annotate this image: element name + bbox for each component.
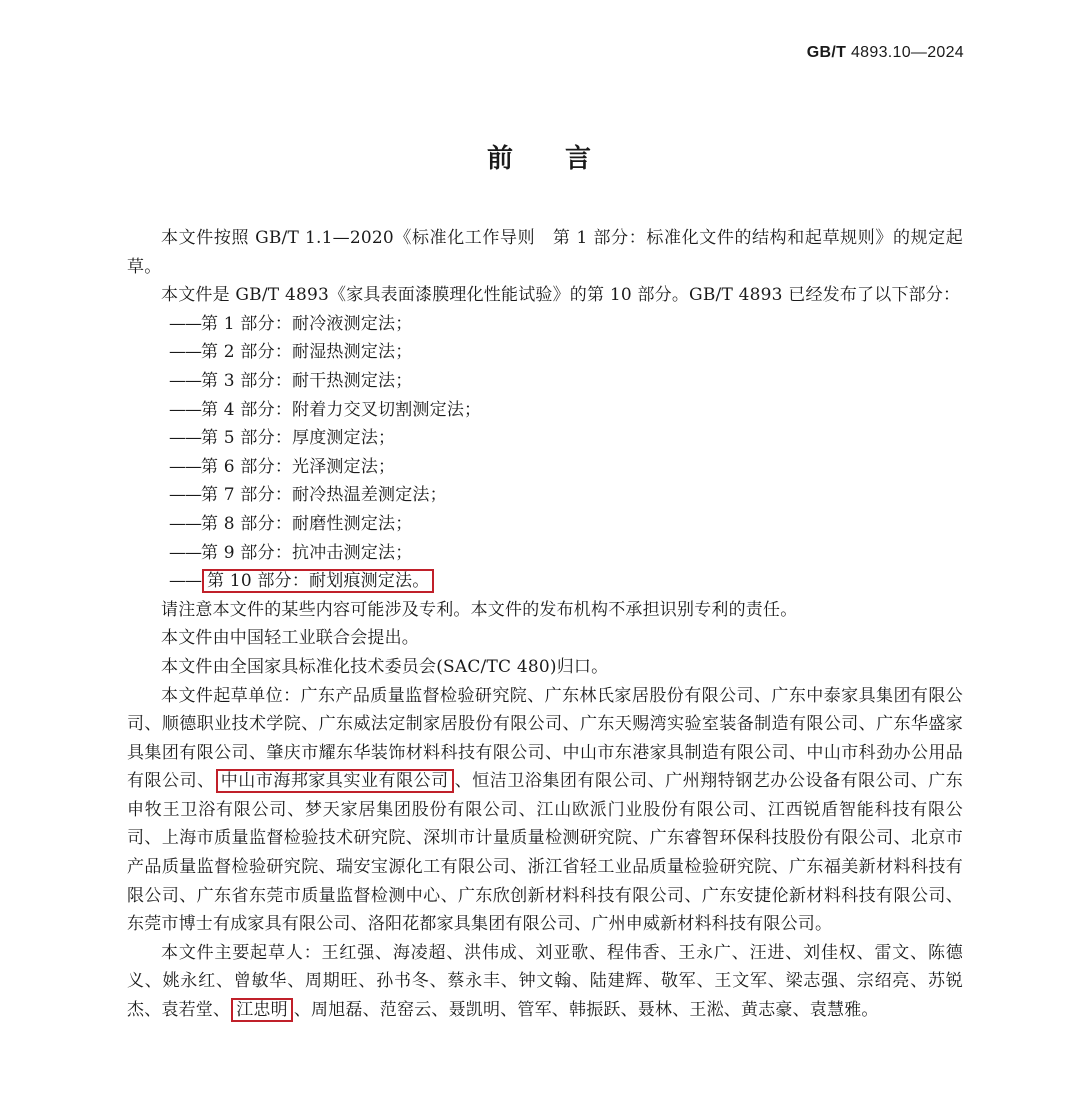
- paragraph-centralized-by: 本文件由全国家具标准化技术委员会(SAC/TC 480)归口。: [161, 656, 609, 677]
- paragraph-series-intro: 本文件是 GB/T 4893《家具表面漆膜理化性能试验》的第 10 部分。GB/T 4893 已经发布了以下部分：: [161, 285, 961, 306]
- highlight-box-company: 中山市海邦家具实业有限公司: [216, 769, 454, 793]
- list-item-part-5: ——第 5 部分：厚度测定法；: [169, 428, 396, 449]
- list-item-part-3: ——第 3 部分：耐干热测定法；: [169, 370, 413, 391]
- list-item-part-9: ——第 9 部分：抗冲击测定法；: [169, 542, 413, 563]
- paragraph-proposed-by: 本文件由中国轻工业联合会提出。: [161, 628, 419, 649]
- paragraph-drafters: 本文件主要起草人：王红强、海凌超、洪伟成、刘亚歌、程伟香、王永广、汪进、刘佳权、雷文、陈德义、姚永红、曾敏华、周期旺、孙书冬、蔡永丰、钟文翰、陆建辉、敬军、王文军、梁志强、宗绍亮、苏锐杰、袁若堂、 江忠明 、周旭磊、范窑云、聂凯明、管军、韩振跃、聂林、王淞、黄志豪、袁慧雅。: [127, 942, 963, 1021]
- highlight-box-part-10: 第 10 部分：耐划痕测定法。: [202, 569, 434, 593]
- list-item-part-10: —— 第 10 部分：耐划痕测定法。: [127, 567, 963, 596]
- foreword-body: [127, 224, 963, 1025]
- standard-code: [807, 44, 964, 62]
- list-item-part-6: ——第 6 部分：光泽测定法；: [169, 456, 396, 477]
- list-item-part-1: ——第 1 部分：耐冷液测定法；: [169, 313, 413, 334]
- paragraph-drafting-rules: 本文件按照 GB/T 1.1—2020《标准化工作导则 第 1 部分：标准化文件的结构和起草规则》的规定起草。: [127, 228, 963, 277]
- list-item-part-2: ——第 2 部分：耐湿热测定法；: [169, 342, 413, 363]
- list-item-part-7: ——第 7 部分：耐冷热温差测定法；: [169, 485, 447, 506]
- title-char-2: 言: [565, 144, 594, 174]
- paragraph-patent-notice: 请注意本文件的某些内容可能涉及专利。本文件的发布机构不承担识别专利的责任。: [161, 599, 798, 620]
- page-title: [0, 138, 1080, 175]
- list-item-part-4: ——第 4 部分：附着力交叉切割测定法；: [169, 399, 482, 420]
- title-char-1: 前: [486, 144, 515, 174]
- list-item-part-8: ——第 8 部分：耐磨性测定法；: [169, 513, 413, 534]
- paragraph-drafting-units: 本文件起草单位：广东产品质量监督检验研究院、广东林氏家居股份有限公司、广东中泰家具集团有限公司、顺德职业技术学院、广东威法定制家居股份有限公司、广东天赐湾实验室装备制造有限公司、广东华盛家具集团有限公司、肇庆市耀东华装饰材料科技有限公司、中山市东港家具制造有限公司、中山市科劲办公用品有限公司、 中山市海邦家具实业有限公司 、恒洁卫浴集团有限公司、广州翔特钢艺办公设备有限公司、广东申牧王卫浴有限公司、梦天家居集团股份有限公司、江山欧派门业股份有限公司、江西锐盾智能科技有限公司、上海市质量监督检验技术研究院、深圳市计量质量检测研究院、广东睿智环保科技股份有限公司、北京市产品质量监督检验研究院、瑞安宝源化工有限公司、浙江省轻工业品质量检验研究院、广东福美新材料科技有限公司、广东省东莞市质量监督检测中心、广东欣创新材料科技有限公司、广东安捷伦新材料科技有限公司、东莞市博士有成家具有限公司、洛阳花都家具集团有限公司、广州申威新材料科技有限公司。: [127, 685, 963, 935]
- highlight-box-drafter: 江忠明: [231, 998, 293, 1022]
- standard-code-number: 4893.10—2024: [850, 44, 964, 61]
- standard-code-prefix: GB/T: [806, 44, 847, 61]
